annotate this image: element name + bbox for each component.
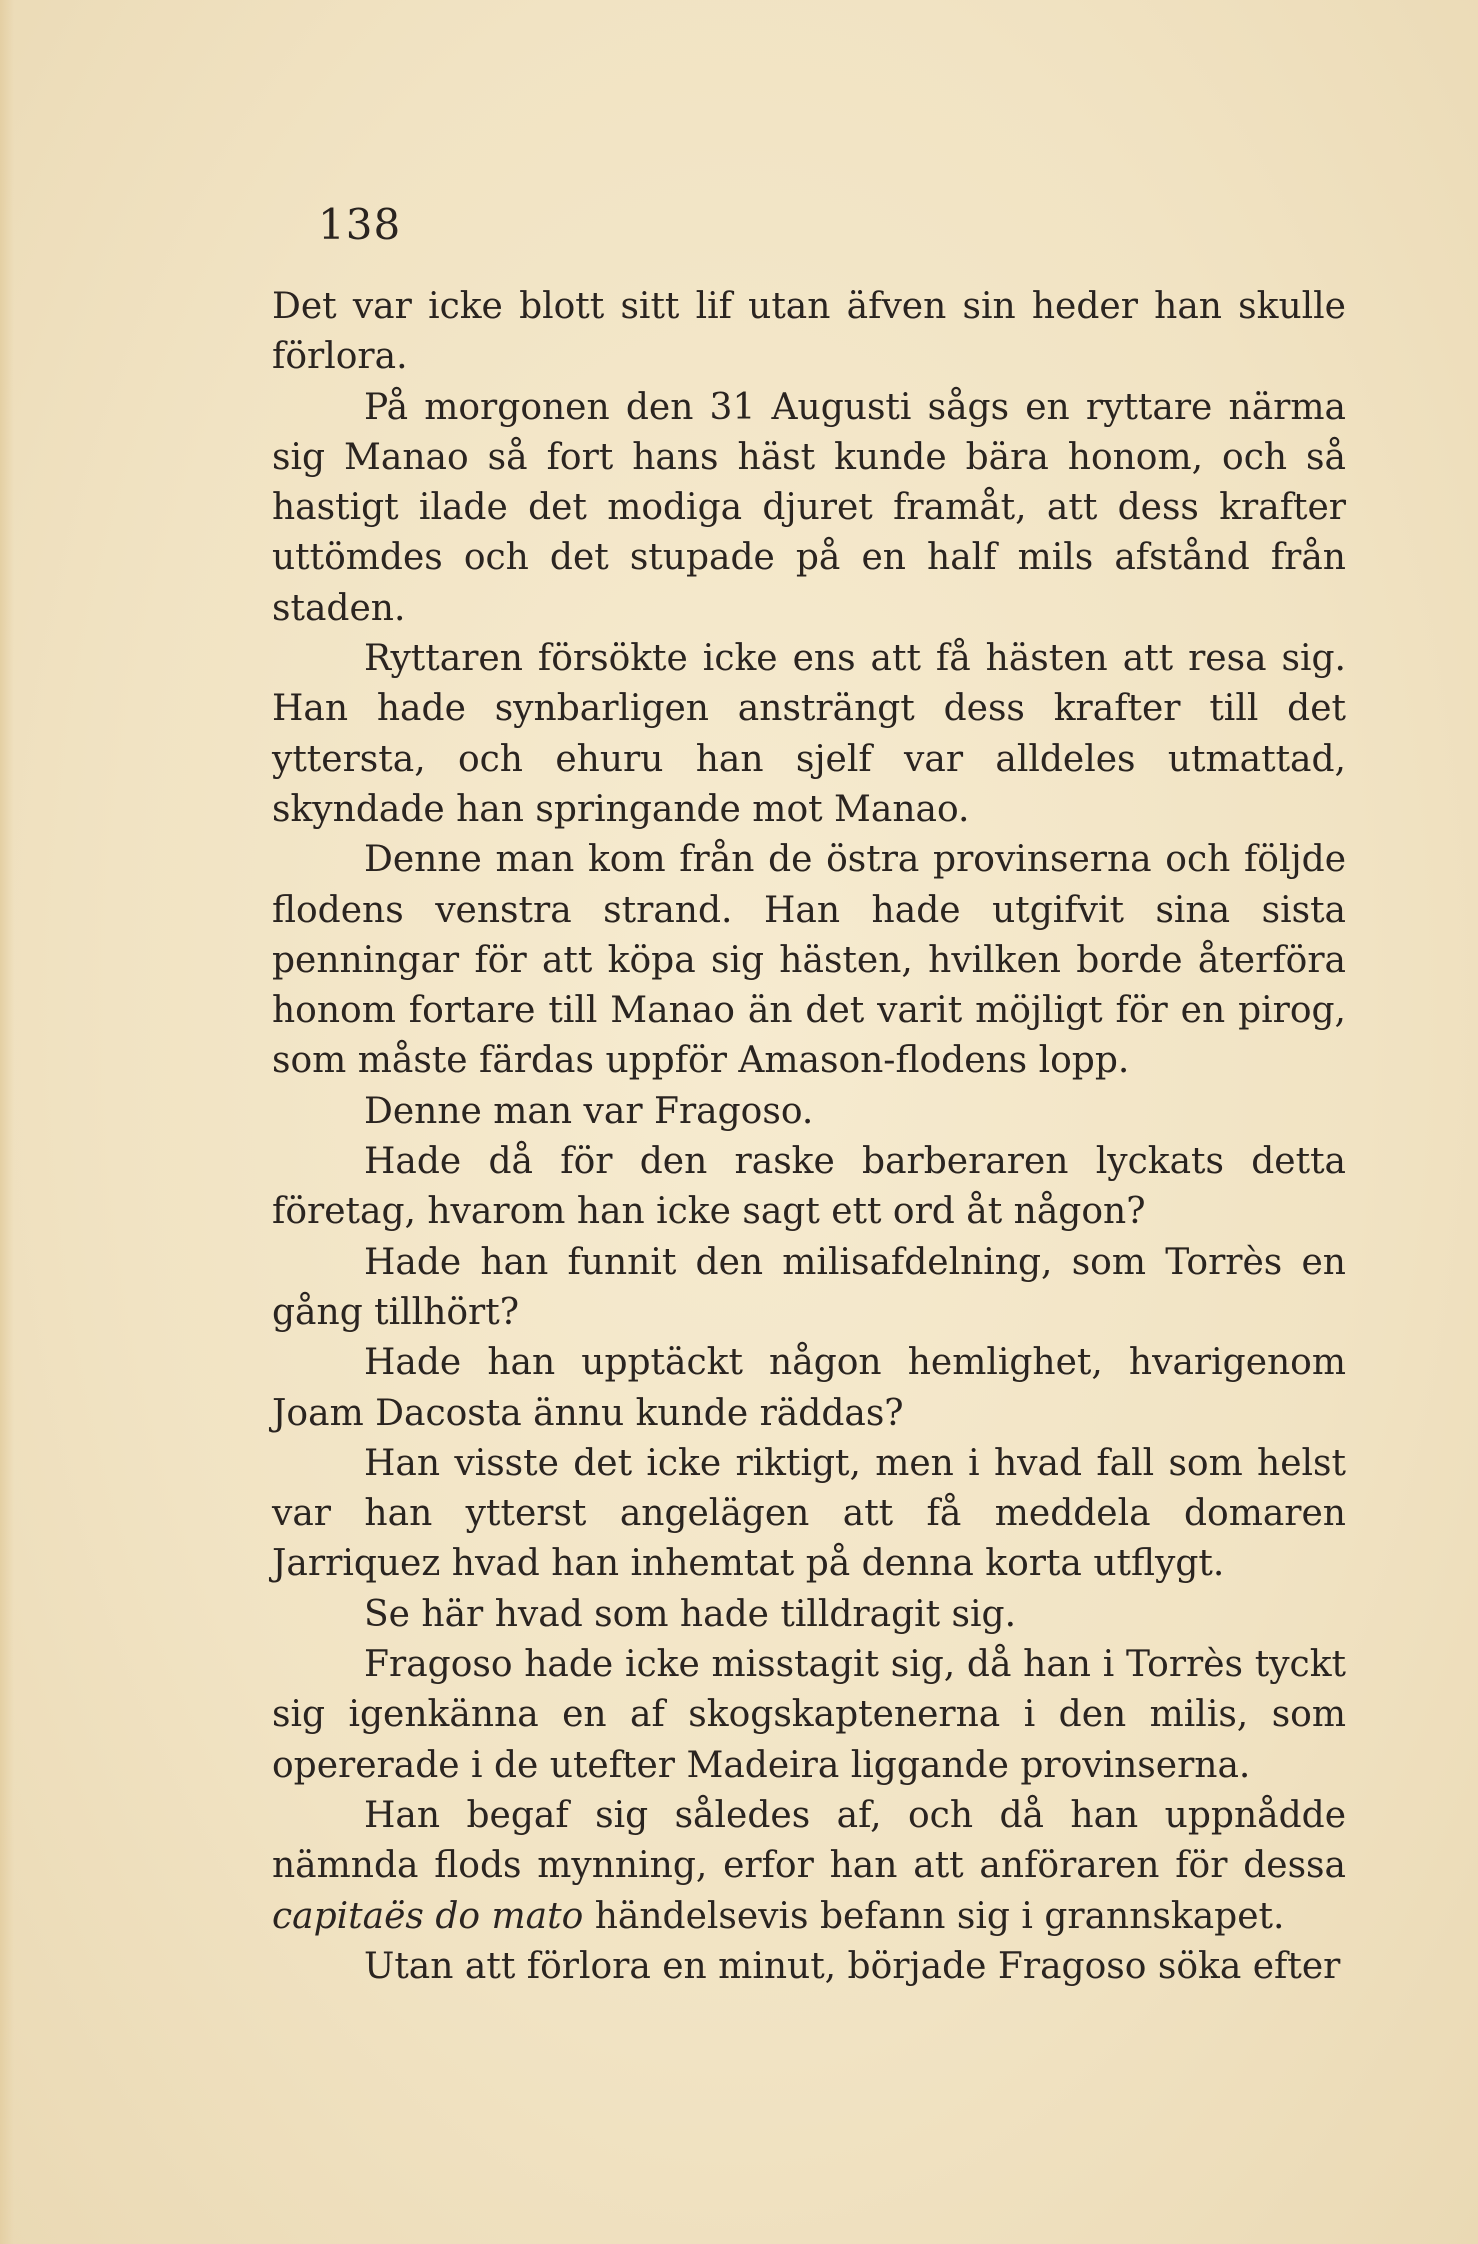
- italic-phrase: capitaës do mato: [272, 1895, 584, 1937]
- paragraph-9: Han visste det icke riktigt, men i hvad fall som helst var han ytterst angelägen att få meddela domaren Jarriquez hvad han inhemtat på denna korta utflygt.: [272, 1442, 1346, 1585]
- paragraph-3: Ryttaren försökte icke ens att få hästen att resa sig. Han hade synbarligen ansträngt dess krafter till det yttersta, och ehuru han sjelf var alldeles utmattad, skyndade han springande mot Manao.: [272, 638, 1346, 830]
- paragraph-12: [272, 1791, 1346, 1942]
- paragraph-8: Hade han upptäckt någon hemlighet, hvarigenom Joam Dacosta ännu kunde räddas?: [272, 1342, 1346, 1434]
- paragraph-6: Hade då för den raske barberaren lyckats detta företag, hvarom han icke sagt ett ord åt någon?: [272, 1141, 1346, 1233]
- paragraph-12-end: händelsevis befann sig i grannskapet.: [594, 1895, 1285, 1937]
- page-number: 138: [318, 200, 402, 249]
- body-text: [272, 282, 1346, 1992]
- paragraph-13: Utan att förlora en minut, började Fragoso söka efter: [364, 1945, 1341, 1987]
- paragraph-10: Se här hvad som hade tilldragit sig.: [364, 1593, 1017, 1635]
- paragraph-1: Det var icke blott sitt lif utan äfven sin heder han skulle förlora.: [272, 286, 1346, 378]
- paragraph-12-start: Han begaf sig således af, och då han uppnådde nämnda flods mynning, erfor han att anföraren för dessa: [272, 1794, 1346, 1887]
- paragraph-11: Fragoso hade icke misstagit sig, då han i Torrès tyckt sig igenkänna en af skogskaptenerna i den milis, som opererade i de utefter Madeira liggande provinserna.: [272, 1644, 1346, 1786]
- paragraph-2: På morgonen den 31 Augusti sågs en ryttare närma sig Manao så fort hans häst kunde bära honom, och så hastigt ilade det modiga djuret framåt, att dess krafter uttömdes och det stupade på en half mils afstånd från staden.: [272, 386, 1346, 629]
- page-edge: [0, 0, 14, 2244]
- paragraph-7: Hade han funnit den milisafdelning, som Torrès en gång tillhört?: [272, 1241, 1346, 1333]
- paragraph-5: Denne man var Fragoso.: [364, 1090, 814, 1132]
- paragraph-4: Denne man kom från de östra provinserna och följde flodens venstra strand. Han hade utgifvit sina sista penningar för att köpa sig hästen, hvilken borde återföra honom fortare till Manao än det varit möjligt för en pirog, som måste färdas uppför Amason-flodens lopp.: [272, 839, 1346, 1082]
